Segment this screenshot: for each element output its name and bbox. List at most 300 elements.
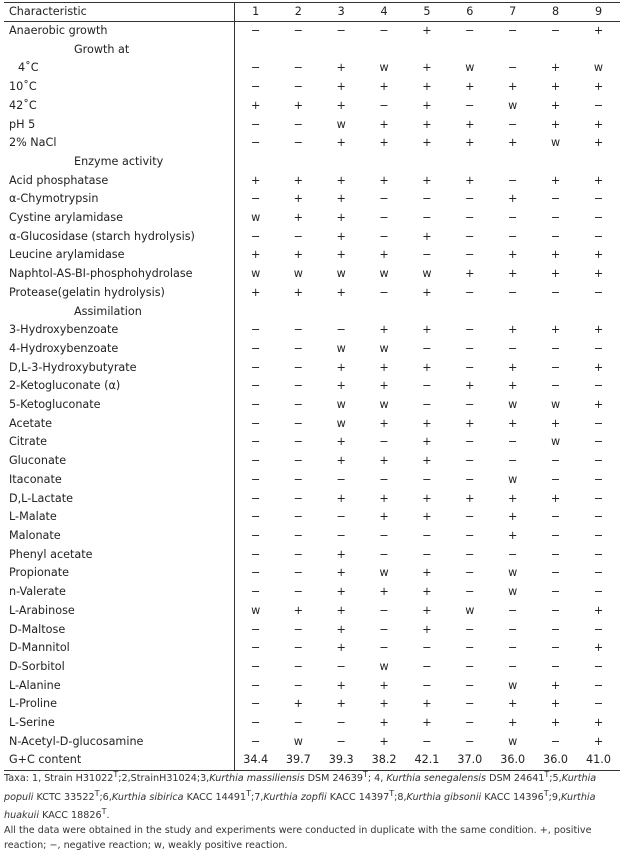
table-cell: − — [593, 416, 604, 430]
table-cell: + — [465, 136, 475, 150]
table-cell: + — [251, 285, 261, 299]
table-cell: − — [251, 323, 261, 337]
table-cell: − — [550, 547, 561, 561]
table-cell: − — [336, 528, 346, 542]
table-cell: − — [293, 24, 303, 37]
table-cell: + — [422, 622, 432, 636]
table-cell: − — [593, 454, 604, 468]
table-row — [4, 714, 620, 733]
table-cell: + — [550, 491, 561, 505]
table-row — [4, 415, 620, 434]
row-label: D-Sorbitol — [4, 658, 234, 677]
table-row — [4, 321, 620, 340]
table-cell: + — [336, 229, 346, 243]
table-cell: w — [336, 267, 346, 281]
table-cell: − — [465, 622, 475, 636]
row-label: n-Valerate — [4, 583, 234, 602]
table-cell: + — [293, 98, 303, 112]
table-cell: + — [508, 323, 518, 337]
table-cell: 39.3 — [320, 751, 363, 770]
table-cell: + — [379, 491, 389, 505]
table-row — [4, 658, 620, 677]
table-cell: + — [336, 80, 346, 94]
table-row — [4, 134, 620, 153]
section-label: Enzyme activity — [4, 153, 234, 172]
row-label: pH 5 — [4, 116, 234, 135]
table-cell: − — [251, 379, 261, 393]
row-label: Gluconate — [4, 452, 234, 471]
table-cell: − — [336, 734, 346, 748]
table-cell: + — [251, 98, 261, 112]
table-cell: 36.0 — [534, 751, 577, 770]
row-label: 4˚C — [4, 59, 234, 78]
table-cell: + — [379, 510, 389, 524]
table-cell: − — [293, 341, 303, 355]
table-cell: − — [251, 117, 261, 131]
empty-cell — [406, 153, 449, 172]
table-cell: + — [508, 136, 518, 150]
table-cell: − — [465, 211, 475, 225]
table-cell: + — [293, 248, 303, 262]
table-cell: − — [379, 24, 389, 37]
table-cell: + — [336, 61, 346, 75]
table-cell: − — [379, 472, 389, 486]
table-cell: + — [422, 435, 432, 449]
row-label: Itaconate — [4, 471, 234, 490]
table-cell: w — [251, 211, 261, 225]
table-cell: − — [293, 566, 303, 580]
table-cell: − — [550, 603, 561, 617]
table-cell: + — [379, 379, 389, 393]
table-cell: − — [293, 716, 303, 730]
table-cell: − — [593, 435, 604, 449]
row-label: L-Malate — [4, 508, 234, 527]
table-cell: + — [593, 360, 604, 374]
table-cell: + — [379, 716, 389, 730]
table-cell: + — [379, 360, 389, 374]
table-cell: − — [293, 659, 303, 673]
table-cell: − — [293, 491, 303, 505]
table-cell: w — [508, 98, 518, 112]
taxa-note: Taxa: 1, Strain $H31022^T;2,StrainH31024;3,Kurthia$ massiliensis DSM $24639^T$; 4, Kurthia senegalensis DSM $24641^T;5,Kurthia$ populi KCTC $33522^T;6,Kurthia$ sibirica KACC $14491^T;7,Kurthia$ zopfii KACC $14397^T;8,Kurthia$ gibsonii KACC $14396^T;9,Kurthia$ huakuii KACC $18826^T$. — [4, 770, 597, 822]
table-cell: − — [293, 510, 303, 524]
table-cell: − — [251, 398, 261, 412]
table-cell: − — [251, 435, 261, 449]
table-cell: + — [593, 398, 604, 412]
table-cell: − — [465, 472, 475, 486]
table-cell: − — [508, 641, 518, 655]
table-cell: + — [336, 491, 346, 505]
table-cell: − — [293, 547, 303, 561]
table-cell: − — [593, 622, 604, 636]
table-cell: + — [422, 229, 432, 243]
table-cell: − — [379, 229, 389, 243]
table-cell: + — [508, 716, 518, 730]
row-label: Malonate — [4, 527, 234, 546]
column-header-taxon: 4 — [363, 3, 406, 22]
table-row — [4, 246, 620, 265]
table-cell: + — [508, 416, 518, 430]
table-row — [4, 172, 620, 191]
table-row — [4, 59, 620, 78]
table-cell: w — [251, 603, 261, 617]
table-cell: + — [550, 173, 561, 187]
table-row — [4, 377, 620, 396]
table-cell: + — [293, 211, 303, 225]
table-row — [4, 546, 620, 565]
table-cell: + — [550, 678, 561, 692]
empty-cell — [491, 303, 534, 322]
table-cell: 36.0 — [491, 751, 534, 770]
table-cell: − — [593, 379, 604, 393]
table-cell: w — [293, 734, 303, 748]
table-row — [4, 265, 620, 284]
table-cell: − — [465, 566, 475, 580]
table-cell: − — [379, 192, 389, 206]
table-cell: + — [336, 435, 346, 449]
table-cell: − — [550, 566, 561, 580]
table-cell: + — [550, 248, 561, 262]
table-cell: − — [593, 98, 604, 112]
table-cell: w — [379, 341, 389, 355]
table-cell: − — [508, 454, 518, 468]
table-cell: 34.4 — [234, 751, 277, 770]
table-cell: w — [379, 267, 389, 281]
column-header-taxon: 5 — [406, 3, 449, 22]
table-cell: + — [336, 136, 346, 150]
table-cell: + — [336, 211, 346, 225]
table-cell: − — [550, 510, 561, 524]
table-cell: − — [379, 603, 389, 617]
table-cell: − — [508, 24, 518, 37]
table-cell: − — [465, 229, 475, 243]
table-cell: − — [379, 622, 389, 636]
table-row — [4, 116, 620, 135]
table-cell: − — [593, 528, 604, 542]
table-cell: + — [422, 24, 432, 37]
table-cell: + — [422, 697, 432, 711]
table-cell: − — [465, 192, 475, 206]
column-header-taxon: 9 — [577, 3, 620, 22]
table-cell: + — [550, 98, 561, 112]
table-cell: w — [336, 117, 346, 131]
column-header-taxon: 1 — [234, 3, 277, 22]
row-label: Protease(gelatin hydrolysis) — [4, 284, 234, 303]
table-cell: − — [251, 585, 261, 599]
table-cell: + — [508, 491, 518, 505]
row-label: α-Chymotrypsin — [4, 190, 234, 209]
table-cell: − — [293, 585, 303, 599]
empty-cell — [534, 153, 577, 172]
table-cell: + — [422, 285, 432, 299]
table-cell: + — [422, 80, 432, 94]
row-label: Naphtol-AS-BI-phosphohydrolase — [4, 265, 234, 284]
table-cell: − — [550, 192, 561, 206]
table-cell: w — [336, 398, 346, 412]
table-cell: + — [465, 117, 475, 131]
table-cell: − — [593, 510, 604, 524]
table-cell: + — [465, 80, 475, 94]
empty-cell — [577, 41, 620, 60]
table-row — [4, 22, 620, 41]
row-label: N-Acetyl-D-glucosamine — [4, 733, 234, 752]
table-cell: − — [336, 323, 346, 337]
table-cell: w — [379, 566, 389, 580]
table-cell: − — [379, 98, 389, 112]
table-cell: − — [508, 341, 518, 355]
row-label: Acetate — [4, 415, 234, 434]
table-cell: − — [379, 285, 389, 299]
table-cell: − — [550, 585, 561, 599]
table-cell: + — [379, 697, 389, 711]
table-cell: − — [379, 435, 389, 449]
table-cell: − — [251, 734, 261, 748]
table-cell: − — [593, 678, 604, 692]
empty-cell — [234, 153, 277, 172]
table-cell: − — [422, 734, 432, 748]
table-cell: − — [422, 341, 432, 355]
table-cell: + — [293, 697, 303, 711]
table-cell: − — [336, 24, 346, 37]
table-cell: − — [379, 211, 389, 225]
table-cell: − — [593, 585, 604, 599]
row-label: Cystine arylamidase — [4, 209, 234, 228]
table-cell: + — [293, 173, 303, 187]
table-cell: + — [336, 697, 346, 711]
table-cell: − — [293, 379, 303, 393]
table-cell: − — [465, 248, 475, 262]
table-row — [4, 190, 620, 209]
table-cell: + — [508, 510, 518, 524]
table-cell: w — [336, 416, 346, 430]
empty-cell — [534, 303, 577, 322]
table-cell: − — [336, 510, 346, 524]
table-cell: − — [422, 398, 432, 412]
table-cell: − — [251, 716, 261, 730]
table-cell: − — [293, 398, 303, 412]
table-cell: − — [251, 192, 261, 206]
table-cell: − — [508, 622, 518, 636]
table-cell: − — [508, 117, 518, 131]
table-cell: + — [379, 248, 389, 262]
row-label: 10˚C — [4, 78, 234, 97]
table-cell: + — [508, 248, 518, 262]
table-row — [4, 284, 620, 303]
table-cell: + — [593, 323, 604, 337]
table-row — [4, 396, 620, 415]
table-cell: − — [422, 528, 432, 542]
table-cell: w — [550, 136, 561, 150]
column-header-taxon: 3 — [320, 3, 363, 22]
table-cell: + — [422, 510, 432, 524]
table-cell: − — [465, 678, 475, 692]
table-cell: − — [422, 211, 432, 225]
table-cell: + — [336, 678, 346, 692]
table-cell: + — [422, 117, 432, 131]
empty-cell — [320, 153, 363, 172]
table-cell: + — [593, 173, 604, 187]
table-cell: + — [550, 697, 561, 711]
table-cell: + — [508, 697, 518, 711]
table-cell: − — [550, 211, 561, 225]
table-cell: − — [336, 659, 346, 673]
table-cell: + — [379, 323, 389, 337]
section-row — [4, 153, 620, 172]
table-cell: − — [422, 192, 432, 206]
table-cell: − — [379, 547, 389, 561]
table-cell: − — [465, 716, 475, 730]
table-cell: + — [422, 136, 432, 150]
table-cell: w — [508, 472, 518, 486]
table-cell: − — [251, 491, 261, 505]
table-cell: − — [251, 24, 261, 37]
table-cell: + — [593, 603, 604, 617]
table-header-row — [4, 3, 620, 22]
table-cell: − — [550, 641, 561, 655]
table-cell: + — [251, 173, 261, 187]
table-cell: − — [422, 248, 432, 262]
table-cell: + — [251, 248, 261, 262]
row-label: 2-Ketogluconate (α) — [4, 377, 234, 396]
table-cell: 42.1 — [406, 751, 449, 770]
row-label: D,L-Lactate — [4, 490, 234, 509]
column-header-characteristic: Characteristic — [4, 3, 234, 22]
row-label: G+C content — [4, 751, 234, 770]
table-cell: − — [379, 641, 389, 655]
empty-cell — [320, 303, 363, 322]
table-cell: + — [508, 192, 518, 206]
table-cell: + — [593, 136, 604, 150]
column-header-taxon: 6 — [448, 3, 491, 22]
table-cell: − — [465, 659, 475, 673]
table-cell: + — [336, 566, 346, 580]
table-cell: − — [550, 734, 561, 748]
table-cell: − — [251, 416, 261, 430]
empty-cell — [448, 153, 491, 172]
table-cell: − — [593, 697, 604, 711]
section-label: Assimilation — [4, 303, 234, 322]
table-cell: − — [465, 24, 475, 37]
table-cell: − — [251, 360, 261, 374]
table-cell: − — [508, 211, 518, 225]
empty-cell — [448, 303, 491, 322]
table-cell: − — [422, 379, 432, 393]
table-cell: + — [465, 267, 475, 281]
table-cell: − — [550, 622, 561, 636]
table-cell: − — [465, 98, 475, 112]
table-cell: + — [593, 248, 604, 262]
table-row — [4, 602, 620, 621]
table-cell: + — [293, 192, 303, 206]
table-cell: + — [508, 360, 518, 374]
empty-cell — [577, 153, 620, 172]
table-cell: − — [465, 547, 475, 561]
table-cell: − — [422, 678, 432, 692]
table-cell: + — [593, 24, 604, 37]
empty-cell — [448, 41, 491, 60]
table-cell: + — [379, 678, 389, 692]
table-cell: − — [251, 528, 261, 542]
table-cell: − — [550, 528, 561, 542]
table-cell: w — [593, 61, 604, 75]
table-cell: + — [422, 585, 432, 599]
table-cell: − — [508, 173, 518, 187]
table-cell: − — [293, 416, 303, 430]
table-cell: + — [422, 98, 432, 112]
table-cell: + — [336, 603, 346, 617]
table-cell: − — [593, 491, 604, 505]
table-cell: − — [593, 192, 604, 206]
table-row — [4, 695, 620, 714]
table-cell: − — [508, 229, 518, 243]
section-row — [4, 303, 620, 322]
table-cell: + — [550, 117, 561, 131]
table-cell: + — [379, 117, 389, 131]
table-row — [4, 733, 620, 752]
table-cell: w — [379, 61, 389, 75]
table-cell: − — [251, 341, 261, 355]
table-body — [4, 22, 620, 771]
table-row — [4, 639, 620, 658]
table-cell: − — [422, 547, 432, 561]
row-label: Phenyl acetate — [4, 546, 234, 565]
section-row — [4, 41, 620, 60]
table-cell: + — [422, 323, 432, 337]
table-cell: − — [251, 678, 261, 692]
table-cell: w — [508, 734, 518, 748]
table-cell: − — [508, 659, 518, 673]
table-cell: + — [422, 566, 432, 580]
table-cell: + — [508, 267, 518, 281]
table-cell: + — [465, 173, 475, 187]
table-cell: w — [508, 566, 518, 580]
empty-cell — [406, 303, 449, 322]
table-cell: + — [422, 491, 432, 505]
row-label: D-Mannitol — [4, 639, 234, 658]
characteristics-table — [4, 2, 620, 771]
table-cell: w — [251, 267, 261, 281]
table-cell: − — [550, 285, 561, 299]
table-cell: w — [293, 267, 303, 281]
table-cell: + — [293, 285, 303, 299]
table-cell: − — [293, 678, 303, 692]
empty-cell — [277, 153, 320, 172]
table-cell: + — [379, 173, 389, 187]
empty-cell — [234, 303, 277, 322]
table-cell: w — [508, 585, 518, 599]
table-row — [4, 433, 620, 452]
row-label: L-Arabinose — [4, 602, 234, 621]
table-cell: − — [550, 472, 561, 486]
table-cell: − — [251, 547, 261, 561]
table-cell: − — [550, 229, 561, 243]
table-cell: − — [251, 454, 261, 468]
table-row — [4, 527, 620, 546]
table-cell: − — [293, 435, 303, 449]
table-cell: w — [379, 659, 389, 673]
column-header-taxon: 7 — [491, 3, 534, 22]
table-cell: + — [336, 622, 346, 636]
table-cell: − — [465, 360, 475, 374]
table-cell: − — [465, 341, 475, 355]
table-cell: + — [465, 379, 475, 393]
table-row — [4, 471, 620, 490]
table-cell: − — [465, 528, 475, 542]
table-cell: + — [508, 528, 518, 542]
table-cell: − — [593, 229, 604, 243]
table-cell: + — [422, 454, 432, 468]
table-cell: + — [465, 416, 475, 430]
